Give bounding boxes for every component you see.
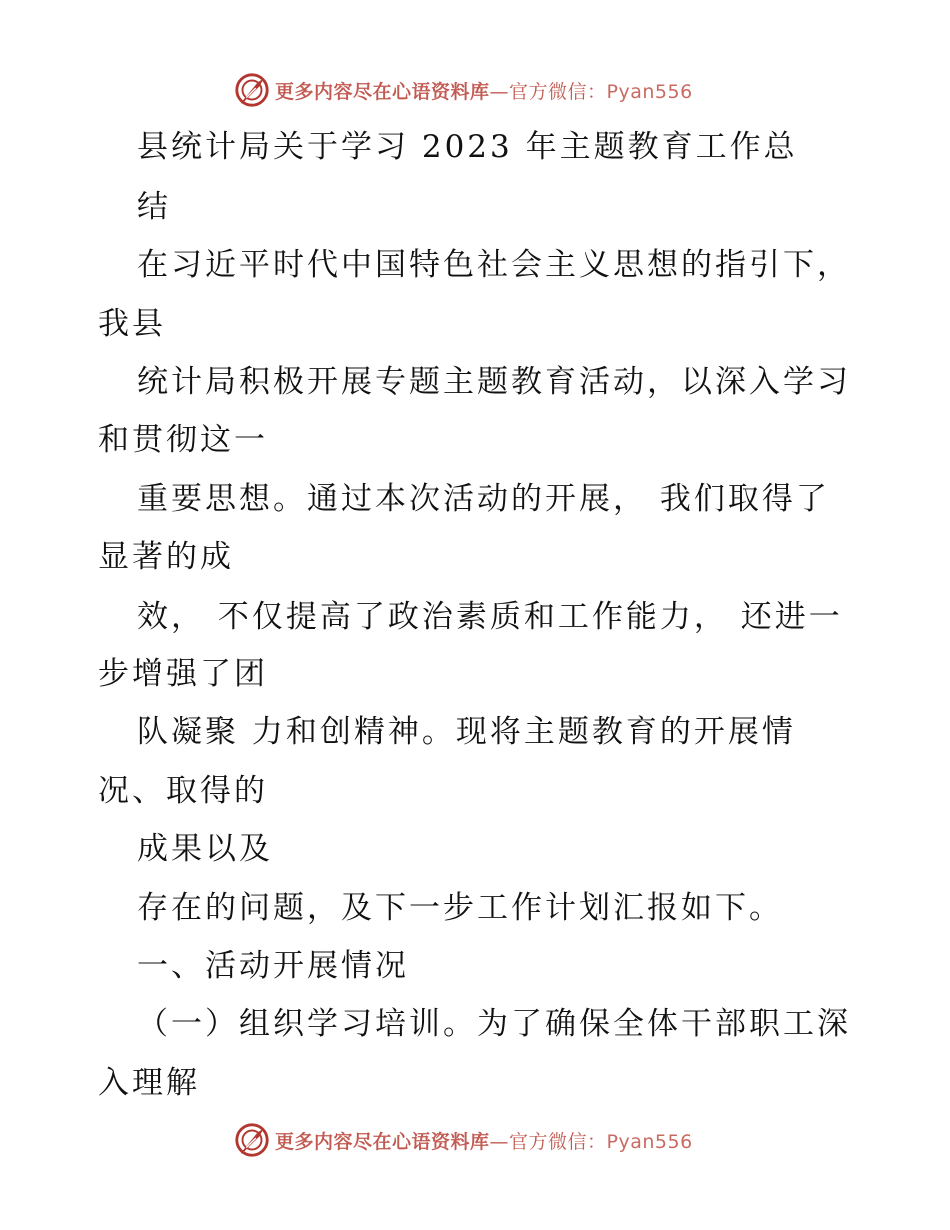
body-line: 统计局积极开展专题主题教育活动，以深入学习 — [137, 364, 851, 400]
watermark-text — [275, 1127, 693, 1154]
watermark-text — [275, 77, 693, 104]
body-line: 队凝聚 力和创精神。现将主题教育的开展情 — [137, 714, 796, 750]
body-line: 况、取得的 — [98, 773, 268, 809]
watermark-id: Pyan556 — [606, 80, 693, 103]
body-line: 显著的成 — [98, 539, 234, 575]
footer-watermark-banner — [233, 1120, 693, 1160]
body-line: 入理解 — [98, 1065, 200, 1101]
document-title-line-1: 县统计局关于学习 2023 年主题教育工作总 — [137, 129, 798, 165]
watermark-dash: — — [489, 80, 510, 103]
watermark-contact: 官方微信： — [509, 1130, 607, 1153]
body-line: 效， 不仅提高了政治素质和工作能力， 还进一 — [137, 599, 843, 635]
body-line: 和贯彻这一 — [98, 422, 268, 458]
body-line: 成果以及 — [137, 831, 273, 867]
body-line: 在习近平时代中国特色社会主义思想的指引下， — [137, 247, 851, 283]
header-watermark-banner — [233, 70, 693, 110]
quill-pen-logo-icon — [233, 71, 271, 109]
section-heading: 一、活动开展情况 — [137, 948, 409, 984]
body-line: 步增强了团 — [98, 656, 268, 692]
body-line: 重要思想。通过本次活动的开展， 我们取得了 — [137, 481, 830, 517]
watermark-contact: 官方微信： — [509, 80, 607, 103]
document-title-line-2: 结 — [137, 189, 171, 225]
body-line: 我县 — [98, 306, 166, 342]
quill-pen-logo-icon — [233, 1121, 271, 1159]
watermark-id: Pyan556 — [606, 1130, 693, 1153]
watermark-main: 更多内容尽在心语资料库 — [275, 80, 490, 103]
body-line: 存在的问题，及下一步工作计划汇报如下。 — [137, 890, 783, 926]
watermark-main: 更多内容尽在心语资料库 — [275, 1130, 490, 1153]
subsection-line: （一）组织学习培训。为了确保全体干部职工深 — [137, 1006, 851, 1042]
watermark-dash: — — [489, 1130, 510, 1153]
